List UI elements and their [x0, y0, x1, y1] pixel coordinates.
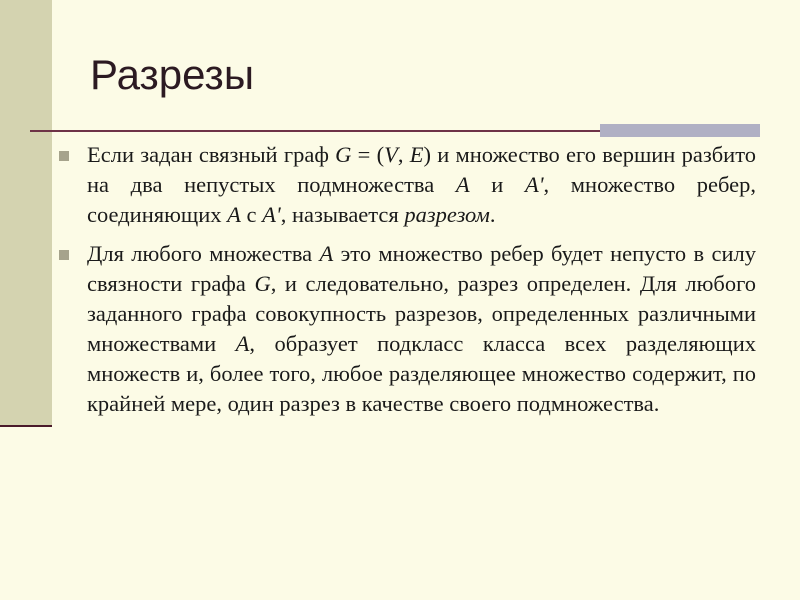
math-variable: A	[227, 202, 241, 227]
math-variable: A	[455, 172, 470, 197]
bullet-item	[56, 140, 756, 230]
text-segment: ,	[397, 142, 410, 167]
math-variable: A'	[524, 172, 544, 197]
title-divider-accent	[600, 124, 760, 137]
text-segment: , и следовательно, разрез определен. Для любого заданного графа совокупность разрезов, определенных различными множествами	[87, 271, 756, 356]
math-variable: A	[235, 331, 250, 356]
math-variable: E	[409, 142, 424, 167]
text-segment: это множество ребер будет непусто в силу связности графа	[87, 241, 756, 296]
text-segment: , образует подкласс класса всех разделяющих множеств и, более того, любое разделяющее множество содержит, по крайней мере, один разрез в качестве своего подмножества.	[87, 331, 757, 416]
bullet-text	[87, 239, 756, 419]
text-segment: и	[469, 172, 525, 197]
math-variable: A'	[262, 202, 281, 227]
text-segment: .	[489, 202, 496, 227]
square-bullet-icon	[59, 151, 69, 161]
left-accent-bar	[0, 0, 52, 425]
left-accent-underline	[0, 425, 52, 427]
slide-title: Разрезы	[90, 51, 255, 98]
math-variable: A	[319, 241, 334, 266]
bullet-item	[56, 239, 756, 419]
text-segment: = (	[351, 142, 385, 167]
text-segment: с	[240, 202, 263, 227]
text-segment: , множество ребер, соединяющих	[87, 172, 756, 227]
math-variable: G	[254, 271, 271, 296]
math-variable: V	[384, 142, 398, 167]
bullet-text	[87, 140, 756, 230]
text-segment: Если задан связный граф	[87, 142, 336, 167]
math-variable: G	[335, 142, 352, 167]
text-segment: ) и множество его вершин разбито на два непустых подмножества	[87, 142, 756, 197]
slide-body	[56, 140, 756, 428]
defined-term: разрезом	[404, 202, 490, 227]
text-segment: , называется	[280, 202, 405, 227]
text-segment: Для любого множества	[87, 241, 320, 266]
square-bullet-icon	[59, 250, 69, 260]
